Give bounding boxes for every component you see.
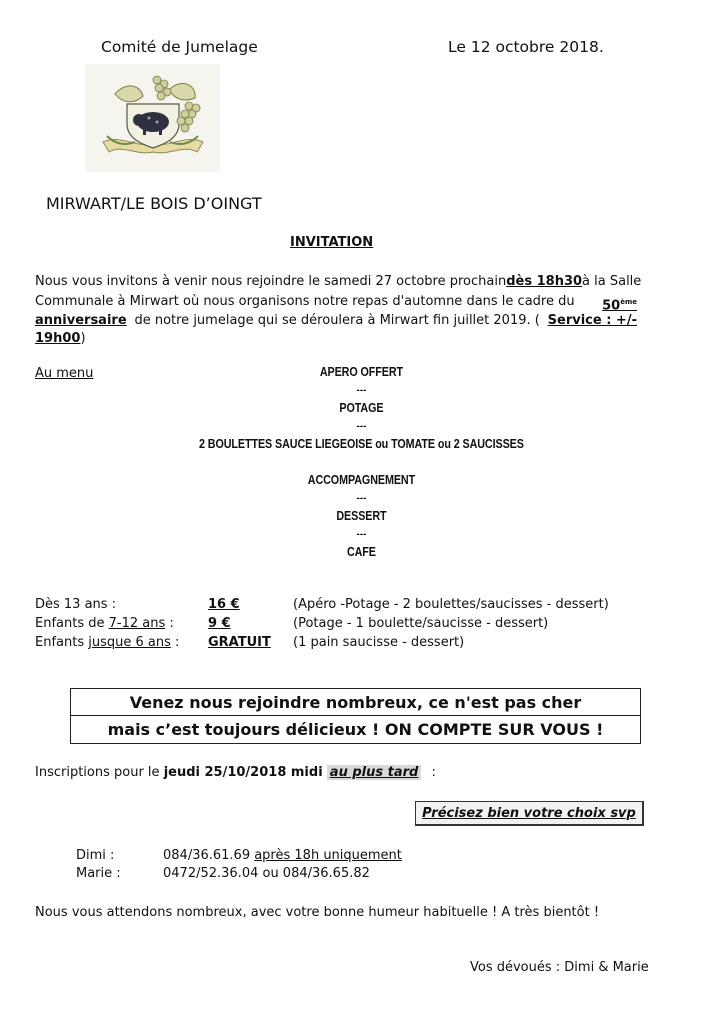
boar-grapes-icon [85, 64, 220, 172]
twin-town-logo [85, 64, 220, 172]
closing-text: Nous vous attendons nombreux, avec votre bonne humeur habituelle ! A très bientôt ! [35, 905, 600, 920]
anniversary-word: anniversaire [35, 313, 127, 328]
price-row-child [35, 616, 174, 631]
age-group: Dès 13 ans : [35, 597, 117, 612]
menu-item-potage: POTAGE [339, 401, 384, 415]
menu-item-dessert: DESSERT [336, 509, 387, 523]
price-row-adult [35, 597, 116, 612]
contact-phone-dimi [163, 846, 402, 866]
signature: Vos dévoués : Dimi & Marie [470, 960, 649, 975]
invitation-text: Communale à Mirwart où nous organisons notre repas d'automne dans le cadre du [35, 294, 575, 309]
menu-item-apero: APERO OFFERT [319, 365, 404, 379]
invitation-title: INVITATION [290, 235, 374, 250]
menu-separator: --- [356, 421, 367, 432]
price-adult: 16 € [208, 597, 240, 612]
price-toddler: GRATUIT [208, 635, 271, 650]
callout-line-1: Venez nous rejoindre nombreux, ce n'est pas cher [129, 693, 582, 712]
registration-latest: au plus tard [327, 765, 422, 780]
menu-separator: --- [356, 385, 367, 396]
age-range: 7-12 ans [108, 616, 166, 631]
age-group: : [165, 616, 174, 631]
callout-line-2: mais c’est toujours délicieux ! ON COMPTE SUR VOUS ! [107, 720, 604, 739]
committee-name: Comité de Jumelage [101, 38, 258, 56]
service-time: 19h00 [35, 331, 81, 346]
invitation-text: ) [80, 331, 86, 346]
towns-title: MIRWART/LE BOIS D’OINGT [46, 194, 262, 213]
registration-line [35, 763, 436, 783]
phone-number: 084/36.61.69 [163, 848, 255, 863]
menu-separator: --- [356, 493, 367, 504]
callout-box [70, 688, 641, 744]
menu-item-accompaniment: ACCOMPAGNEMENT [307, 473, 416, 487]
registration-text: Inscriptions pour le [35, 765, 160, 780]
choice-note: Précisez bien votre choix svp [415, 801, 644, 826]
registration-colon: : [431, 765, 436, 780]
start-time: dès 18h30 [506, 274, 583, 289]
contact-phone-marie: 0472/52.36.04 ou 084/36.65.82 [163, 866, 370, 881]
invitation-text: de notre jumelage qui se déroulera à Mirwart fin juillet 2019. ( [134, 313, 540, 328]
anniversary-number-text: 50 [602, 298, 621, 314]
letter-date: Le 12 octobre 2018. [448, 38, 604, 56]
menu-item-coffee: CAFE [346, 545, 376, 559]
price-row-toddler [35, 635, 179, 650]
invitation-text: Nous vous invitons à venir nous rejoindre le samedi 27 octobre prochain [35, 274, 507, 289]
contact-name-marie: Marie : [76, 866, 121, 881]
menu-separator: --- [356, 529, 367, 540]
registration-deadline: jeudi 25/10/2018 midi [163, 765, 323, 780]
ordinal-suffix: ème [620, 298, 637, 306]
price-child: 9 € [208, 616, 231, 631]
invitation-line-1 [35, 272, 642, 292]
age-group: : [170, 635, 180, 650]
invitation-line-4 [35, 329, 86, 349]
age-range: jusque 6 ans [88, 635, 171, 650]
price-details-toddler: (1 pain saucisse - dessert) [293, 635, 465, 650]
contact-note: après 18h uniquement [254, 848, 402, 863]
service-time-label: Service : +/- [547, 313, 637, 328]
contact-name-dimi: Dimi : [76, 848, 115, 863]
menu-item-main-course: 2 BOULETTES SAUCE LIEGEOISE ou TOMATE ou 2 SAUCISSES [199, 437, 524, 451]
price-details-child: (Potage - 1 boulette/saucisse - dessert) [293, 616, 549, 631]
invitation-line-3 [35, 311, 637, 331]
menu-label: Au menu [35, 366, 94, 381]
age-group: Enfants de [35, 616, 109, 631]
invitation-text: à la Salle [582, 274, 642, 289]
price-details-adult: (Apéro -Potage - 2 boulettes/saucisses - dessert) [293, 597, 609, 612]
callout-divider [71, 715, 640, 716]
age-group: Enfants [35, 635, 89, 650]
